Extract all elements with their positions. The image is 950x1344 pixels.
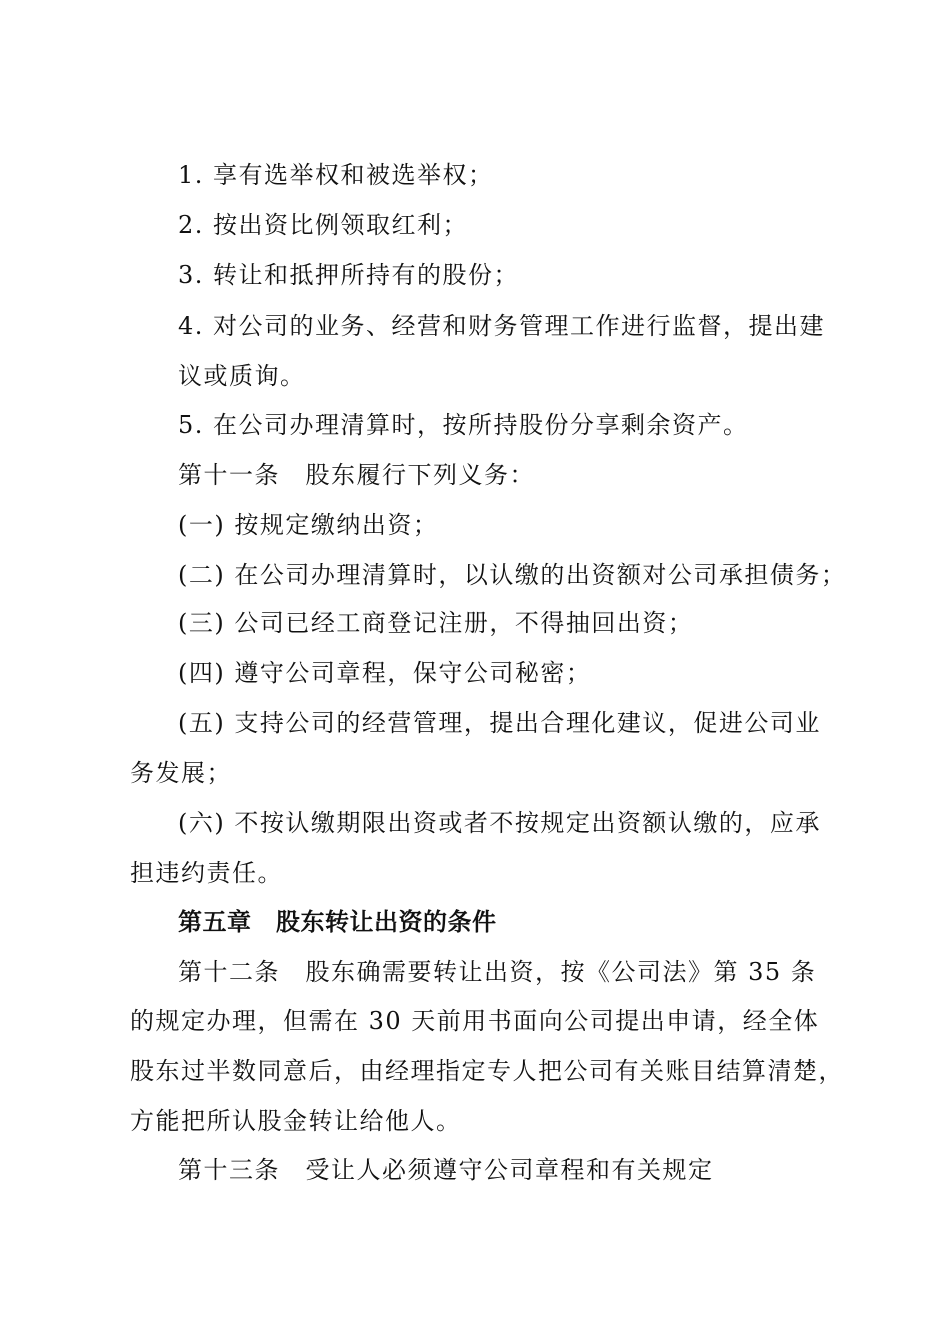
article-13-line-1: 第十三条 受让人必须遵守公司章程和有关规定 [178,1156,714,1184]
right-item-1: 1. 享有选举权和被选举权； [178,161,494,189]
article-12-line-4: 方能把所认股金转让给他人。 [130,1107,462,1135]
right-item-4-continued: 议或质询。 [178,362,306,390]
chapter-5-heading: 第五章 股东转让出资的条件 [178,908,497,936]
article-11-title: 第十一条 股东履行下列义务： [178,461,535,489]
duty-item-4: (四) 遵守公司章程，保守公司秘密； [178,659,592,687]
duty-item-6-continued: 担违约责任。 [130,859,283,887]
duty-item-2: (二) 在公司办理清算时，以认缴的出资额对公司承担债务； [178,561,847,589]
article-12-line-2: 的规定办理，但需在 30 天前用书面向公司提出申请，经全体 [130,1007,820,1035]
right-item-5: 5. 在公司办理清算时，按所持股份分享剩余资产。 [178,411,749,439]
article-12-line-3: 股东过半数同意后，由经理指定专人把公司有关账目结算清楚， [130,1057,844,1085]
duty-item-1: (一) 按规定缴纳出资； [178,511,439,539]
duty-item-3: (三) 公司已经工商登记注册，不得抽回出资； [178,609,694,637]
right-item-4: 4. 对公司的业务、经营和财务管理工作进行监督，提出建 [178,312,826,340]
duty-item-5: (五) 支持公司的经营管理，提出合理化建议，促进公司业 [178,709,821,737]
right-item-3: 3. 转让和抵押所持有的股份； [178,261,520,289]
duty-item-6: (六) 不按认缴期限出资或者不按规定出资额认缴的，应承 [178,809,821,837]
right-item-2: 2. 按出资比例领取红利； [178,211,469,239]
article-12-line-1: 第十二条 股东确需要转让出资，按《公司法》第 35 条 [178,958,817,986]
duty-item-5-continued: 务发展； [130,759,232,787]
